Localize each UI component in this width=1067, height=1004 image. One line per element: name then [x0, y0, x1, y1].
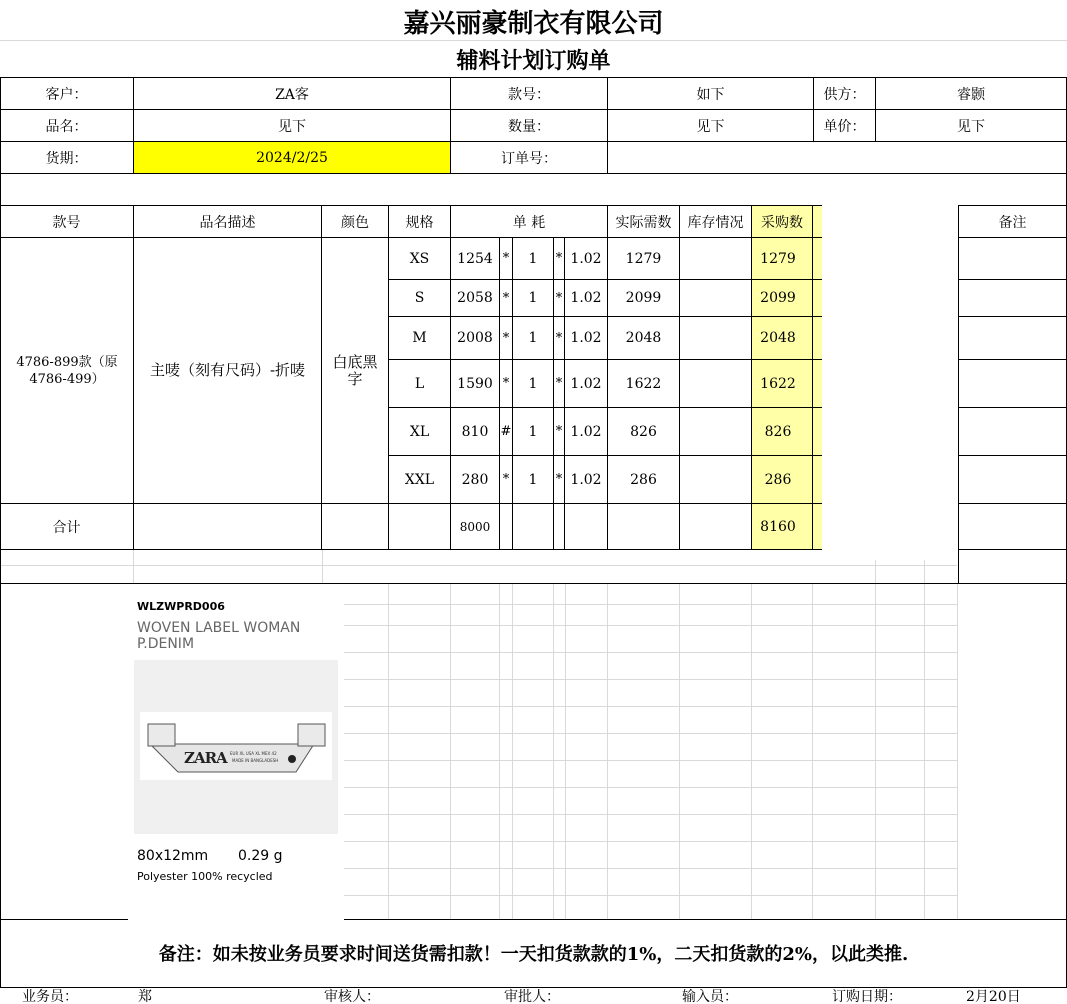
cell-size[interactable]: S [414, 290, 425, 306]
item-style-no[interactable]: 4786-899款（原4786-499） [16, 354, 118, 387]
header-color: 颜色 [341, 214, 369, 231]
note-text: 备注：如未按业务员要求时间送货需扣款！一天扣货款款的1%，二天扣货款的2%，以此类推. [158, 944, 909, 965]
header-size: 规格 [405, 214, 434, 231]
cell-usage[interactable]: 1 [528, 330, 538, 346]
label-fine-line1: EUR XL USA XL MEX 42 [230, 751, 277, 756]
cell-actual[interactable]: 1279 [625, 250, 662, 267]
item-color[interactable]: 白底黑字 [332, 352, 378, 388]
cell-purchase[interactable]: 2099 [760, 290, 796, 306]
folded-label-icon [134, 660, 338, 834]
cell-usage[interactable]: 1 [528, 423, 538, 440]
order-label: 订单号： [501, 150, 557, 167]
woven-label-image [128, 590, 344, 920]
cell-op1[interactable]: # [500, 424, 512, 439]
cell-op2[interactable]: * [555, 330, 563, 346]
cell-size[interactable]: XS [409, 250, 430, 267]
qty-label: 数量： [508, 118, 550, 135]
supplier-value[interactable]: 睿颢 [957, 86, 985, 103]
style-label: 款号： [508, 86, 550, 103]
cell-qty[interactable]: 1590 [457, 375, 493, 392]
header-purchase: 采购数 [761, 214, 803, 231]
order-value[interactable] [608, 142, 1066, 173]
cell-actual[interactable]: 826 [630, 423, 657, 440]
label-material: Polyester 100% recycled [137, 870, 273, 883]
overflow-tick [818, 408, 824, 455]
order-date-value[interactable]: 2月20日 [966, 989, 1021, 1004]
overflow-tick [818, 456, 824, 503]
header-actual: 实际需数 [615, 214, 672, 231]
cell-usage[interactable]: 1 [528, 290, 538, 306]
total-qty: 8000 [459, 519, 491, 534]
qty-value[interactable]: 见下 [696, 118, 725, 135]
cell-purchase[interactable]: 1622 [760, 375, 796, 392]
cell-op2[interactable]: * [555, 290, 563, 306]
cell-actual[interactable]: 2099 [625, 290, 662, 306]
cell-actual[interactable]: 1622 [625, 375, 662, 392]
cell-factor[interactable]: 1.02 [570, 290, 602, 306]
supplier-label: 供方： [823, 86, 866, 103]
cell-qty[interactable]: 2058 [457, 290, 493, 306]
customer-value[interactable]: ZA客 [275, 86, 309, 103]
cell-actual[interactable]: 2048 [625, 330, 662, 346]
delivery-value[interactable]: 2024/2/25 [256, 149, 328, 166]
label-brand: ZARA [184, 749, 227, 767]
cell-op1[interactable]: * [502, 290, 510, 306]
style-value[interactable]: 如下 [696, 86, 725, 103]
cell-factor[interactable]: 1.02 [570, 423, 602, 440]
cell-size[interactable]: XXL [404, 471, 435, 488]
cell-qty[interactable]: 280 [461, 471, 489, 488]
cell-qty[interactable]: 810 [461, 423, 489, 440]
cell-size[interactable]: XL [409, 423, 430, 440]
cell-purchase[interactable]: 2048 [760, 330, 796, 346]
cell-size[interactable]: L [414, 375, 425, 392]
cell-factor[interactable]: 1.02 [570, 471, 602, 488]
cell-op2[interactable]: * [555, 376, 563, 391]
cell-size[interactable]: M [412, 330, 427, 346]
overflow-tick [818, 238, 824, 279]
delivery-label: 货期： [45, 150, 88, 167]
cell-usage[interactable]: 1 [528, 375, 538, 392]
product-value[interactable]: 见下 [278, 118, 306, 135]
cell-usage[interactable]: 1 [528, 471, 538, 488]
label-name-line2: P.DENIM [137, 636, 195, 652]
price-label: 单价： [823, 118, 866, 135]
price-value[interactable]: 见下 [957, 118, 985, 135]
cell-qty[interactable]: 2008 [457, 330, 493, 346]
cell-factor[interactable]: 1.02 [570, 330, 602, 346]
cell-factor[interactable]: 1.02 [570, 375, 602, 392]
label-code: WLZWPRD006 [137, 600, 225, 613]
inputter-label: 输入员： [682, 989, 738, 1004]
overflow-tick [818, 280, 824, 316]
overflow-tick [818, 360, 824, 407]
label-name-line1: WOVEN LABEL WOMAN [137, 620, 301, 636]
cell-op2[interactable]: * [555, 424, 563, 439]
header-usage: 单 耗 [512, 214, 546, 231]
product-label: 品名： [45, 118, 88, 135]
header-stock: 库存情况 [687, 214, 744, 231]
total-label: 合计 [52, 519, 81, 536]
sales-value[interactable]: 郑 [138, 989, 152, 1004]
cell-op1[interactable]: * [502, 251, 510, 266]
label-fine-line2: MADE IN BANGLADESH [232, 758, 279, 763]
cell-actual[interactable]: 286 [630, 471, 657, 488]
header-style-no: 款号 [52, 214, 81, 231]
cell-purchase[interactable]: 1279 [760, 250, 796, 267]
cell-op2[interactable]: * [555, 251, 563, 266]
approver-label: 审批人： [504, 989, 560, 1004]
cell-op1[interactable]: * [502, 376, 510, 391]
label-weight: 0.29 g [238, 848, 283, 864]
label-size: 80x12mm [137, 848, 209, 864]
header-desc: 品名描述 [199, 214, 256, 231]
order-date-label: 订购日期： [832, 989, 902, 1004]
cell-op1[interactable]: * [502, 472, 510, 487]
cell-usage[interactable]: 1 [528, 250, 538, 267]
total-purchase: 8160 [760, 518, 796, 535]
customer-label: 客户： [45, 86, 88, 103]
header-remark: 备注 [998, 214, 1027, 231]
overflow-tick [818, 317, 824, 359]
cell-purchase[interactable]: 286 [764, 471, 792, 488]
cell-qty[interactable]: 1254 [457, 250, 493, 267]
cell-purchase[interactable]: 826 [764, 423, 792, 440]
sales-label: 业务员： [22, 989, 78, 1004]
reviewer-label: 审核人： [324, 989, 380, 1004]
cell-op2[interactable]: * [555, 472, 563, 487]
cell-factor[interactable]: 1.02 [570, 250, 602, 267]
company-title: 嘉兴丽豪制衣有限公司 [403, 8, 664, 39]
cell-op1[interactable]: * [502, 330, 510, 346]
label-photo-area [134, 660, 338, 834]
item-desc[interactable]: 主唛（刻有尺码）-折唛 [149, 361, 306, 379]
document-title: 辅料计划订购单 [456, 48, 611, 74]
